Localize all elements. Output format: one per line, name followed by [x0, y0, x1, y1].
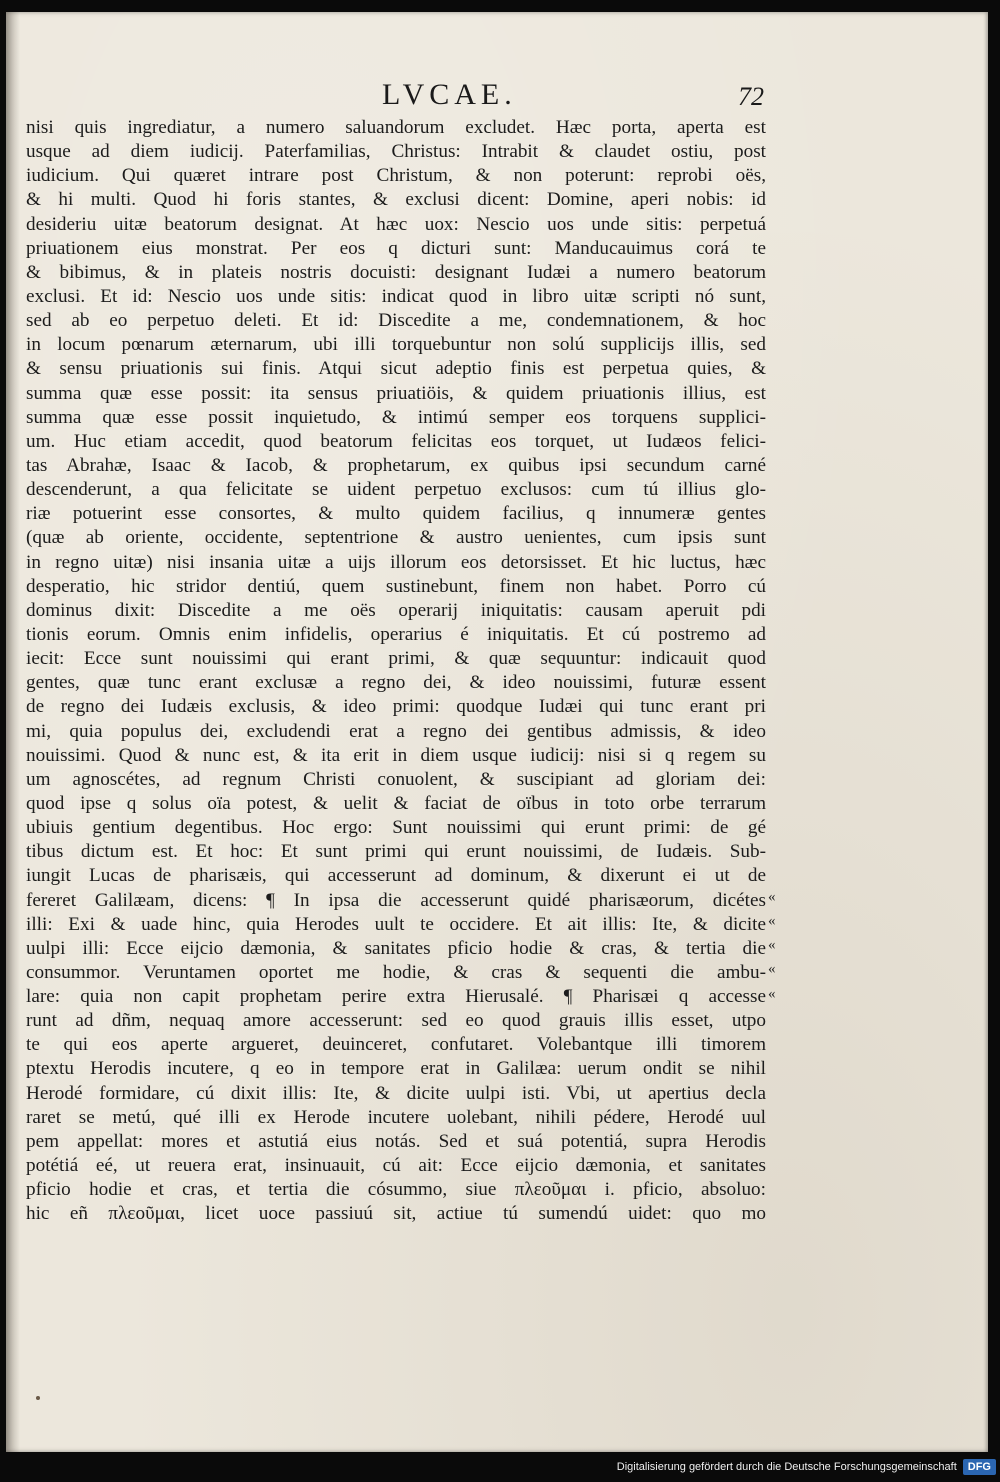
text-line: hic eñ πλεοῦμαι, licet uoce passiuú sit, actiue tú sumendú uidet: quo mo: [26, 1203, 766, 1225]
text-line: pficio hodie et cras, et tertia die cósummo, siue πλεοῦμαι i. pficio, absoluo:: [26, 1179, 766, 1201]
text-line: descenderunt, a qua felicitate se uident perpetuo exclusos: cum tú illius glo-: [26, 479, 766, 501]
text-line: summa quæ esse possit: ita sensus priuatiöis, & quidem priuationis illius, est: [26, 382, 766, 404]
paper-speck: [36, 1396, 40, 1400]
text-line: nouissimi. Quod & nunc est, & ita erit in diem usque iudicij: nisi si q regem su: [26, 744, 766, 766]
digitization-footer: [617, 1456, 996, 1478]
text-line: tas Abrahæ, Isaac & Iacob, & prophetarum, ex quibus ipsi secundum carné: [26, 454, 766, 476]
text-line: um. Huc etiam accedit, quod beatorum felicitas eos torquet, ut Iudæos felici-: [26, 430, 766, 452]
text-line: in locum pœnarum æternarum, ubi illi torquebuntur non solú supplicijs illis, sed: [26, 334, 766, 356]
dfg-logo: DFG: [963, 1459, 996, 1475]
text-line: quod ipse q solus oïa potest, & uelit & faciat de oïbus in toto orbe terrarum: [26, 792, 766, 814]
text-line: tionis eorum. Omnis enim infidelis, operarius é iniquitatis. Et cú postremo ad: [26, 623, 766, 645]
text-line: riæ potuerint esse consortes, & multo quidem facilius, q innumeræ gentes: [26, 503, 766, 525]
text-line: uulpi illi: Ecce eijcio dæmonia, & sanitates pficio hodie & cras, & tertia die: [26, 937, 766, 959]
margin-quote-mark: «: [768, 889, 776, 905]
book-page: [6, 12, 988, 1452]
body-text: [26, 116, 766, 1226]
text-line: usque ad diem iudicij. Paterfamilias, Christus: Intrabit & claudet ostiu, post: [26, 141, 766, 163]
margin-quote-mark: «: [768, 937, 776, 954]
text-line: gentes, quæ tunc erant exclusæ a regno dei, & ideo nouissimi, futuræ essent: [26, 672, 766, 694]
text-line: potétiá eé, ut reuera erat, insinuauit, cú ait: Ecce eijcio dæmonia, et sanitates: [26, 1155, 766, 1177]
text-line: fereret Galilæam, dicens: ¶ In ipsa die accesserunt quidé pharisæorum, dicétes: [26, 889, 766, 911]
text-line: ptextu Herodis incutere, q eo in tempore erat in Galilæa: uerum ondit se nihil: [26, 1058, 766, 1080]
text-line: tibus dictum est. Et hoc: Et sunt primi qui erunt nouissimi, de Iudæis. Sub-: [26, 841, 766, 863]
text-line: desperatio, hic stridor dentiú, quem sustinebunt, finem non habet. Porro cú: [26, 575, 766, 597]
text-line: iungit Lucas de pharisæis, qui accesserunt ad dominum, & dixerunt ei ut de: [26, 865, 766, 887]
text-line: in regno uitæ) nisi insania uitæ a uijs illorum eos detorsisset. Et hic luctus, hæc: [26, 551, 766, 573]
text-line: & sensu priuationis sui finis. Atqui sicut adeptio finis est perpetua quies, &: [26, 358, 766, 380]
text-line: te qui eos aperte argueret, deuinceret, confutaret. Volebantque illi timorem: [26, 1034, 766, 1056]
text-line: raret se metú, qué illi ex Herode incutere uolebant, nihili pédere, Herodé uul: [26, 1106, 766, 1128]
text-line: exclusi. Et id: Nescio uos unde sitis: indicat quod in libro uitæ scripti nó sunt,: [26, 285, 766, 307]
text-line: nisi quis ingrediatur, a numero saluandorum excludet. Hæc porta, aperta est: [26, 117, 766, 138]
text-line: desideriu uitæ beatorum designat. At hæc uox: Nescio uos unde sitis: perpetuá: [26, 213, 766, 235]
text-line: illi: Exi & uade hinc, quia Herodes uult te occidere. Et ait illis: Ite, & dicite: [26, 913, 766, 935]
text-line: de regno dei Iudæis exclusis, & ideo primi: quodque Iudæi qui tunc erant pri: [26, 696, 766, 718]
margin-quote-mark: «: [768, 985, 776, 1002]
text-line: iecit: Ecce sunt nouissimi qui erant primi, & quæ sequuntur: indicauit quod: [26, 648, 766, 670]
text-line: sed ab eo perpetuo deleti. Et id: Discedite a me, condemnationem, & hoc: [26, 310, 766, 332]
text-line: priuationem eius monstrat. Per eos q dicturi sunt: Manducauimus corá te: [26, 237, 766, 259]
margin-quote-mark: «: [768, 913, 776, 930]
text-line: mi, quia populus dei, excludendi erat a regno dei gentibus admissis, & ideo: [26, 720, 766, 742]
text-line: (quæ ab oriente, occidente, septentrione & austro uenientes, cum ipsis sunt: [26, 527, 766, 549]
text-line: summa quæ esse possit inquietudo, & intimú semper eos torquens supplici-: [26, 406, 766, 428]
text-line: dominus dixit: Discedite a me oës operarij iniquitatis: causam aperuit pdi: [26, 599, 766, 621]
running-head: LVCAE.: [382, 78, 517, 111]
text-line: & hi multi. Quod hi foris stantes, & exclusi dicent: Domine, aperi nobis: id: [26, 189, 766, 211]
text-line: iudicium. Qui quæret intrare post Christum, & non poterunt: reprobi oës,: [26, 165, 766, 187]
text-line: consummor. Veruntamen oportet me hodie, & cras & sequenti die ambu-: [26, 961, 766, 983]
text-line: lare: quia non capit prophetam perire extra Hierusalé. ¶ Pharisæi q accesse: [26, 986, 766, 1008]
margin-quote-mark: «: [768, 961, 776, 978]
page-number: 72: [738, 82, 764, 111]
text-line: pem appellat: mores et astutiá eius notás. Sed et suá potentiá, supra Herodis: [26, 1130, 766, 1152]
text-line: runt ad dñm, nequaq amore accesserunt: sed eo quod grauis illis esset, utpo: [26, 1010, 766, 1032]
text-line: ubiuis gentium degentibus. Hoc ergo: Sunt nouissimi qui erunt primi: de gé: [26, 817, 766, 839]
margin-quote-marks: [768, 885, 808, 1006]
footer-credit-text: Digitalisierung gefördert durch die Deutsche Forschungsgemeinschaft: [616, 1461, 957, 1473]
page-gutter-shadow: [6, 12, 20, 1452]
text-line: um agnoscétes, ad regnum Christi conuolent, & suscipiant ad gloriam dei:: [26, 768, 766, 790]
text-line: & bibimus, & in plateis nostris docuisti: designant Iudæi a numero beatorum: [26, 261, 766, 283]
text-line: Herodé formidare, cú dixit illis: Ite, & dicite uulpi isti. Vbi, ut apertius decla: [26, 1082, 766, 1104]
